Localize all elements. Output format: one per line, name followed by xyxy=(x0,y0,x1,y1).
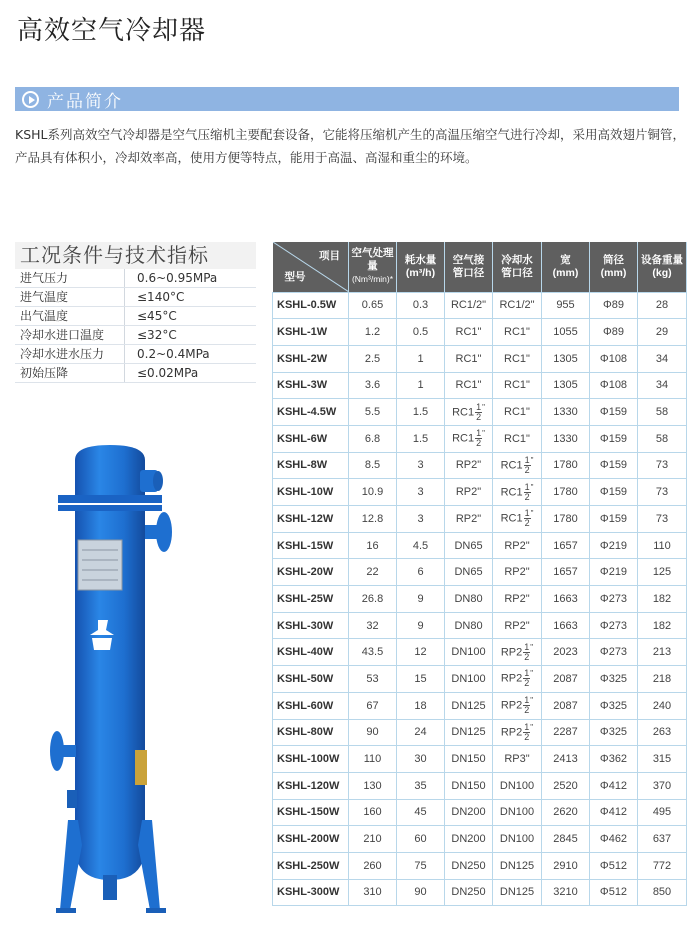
cell-water-consumption: 3 xyxy=(397,452,445,479)
cell-width: 955 xyxy=(542,292,590,319)
condition-value: ≤0.02MPa xyxy=(137,366,199,380)
table-row xyxy=(273,692,687,719)
cell-width: 2023 xyxy=(542,639,590,666)
cell-air-capacity: 67 xyxy=(349,692,397,719)
play-circle-icon xyxy=(22,91,39,108)
cell-weight: 34 xyxy=(638,345,687,372)
cell-air-capacity: 1.2 xyxy=(349,319,397,346)
cell-air-pipe: DN80 xyxy=(445,612,493,639)
condition-label: 冷却水进水压力 xyxy=(15,345,125,363)
cell-diameter: Φ362 xyxy=(590,746,638,773)
cell-model: KSHL-20W xyxy=(273,559,349,586)
condition-row xyxy=(15,345,256,364)
condition-row xyxy=(15,326,256,345)
cell-width: 1330 xyxy=(542,425,590,452)
table-row xyxy=(273,506,687,533)
cell-air-capacity: 12.8 xyxy=(349,506,397,533)
cell-weight: 495 xyxy=(638,799,687,826)
cell-diameter: Φ412 xyxy=(590,799,638,826)
cell-width: 1657 xyxy=(542,559,590,586)
cell-weight: 58 xyxy=(638,425,687,452)
table-row xyxy=(273,559,687,586)
cell-air-pipe: DN80 xyxy=(445,586,493,613)
cell-water-consumption: 60 xyxy=(397,826,445,853)
col-header-air-capacity: 空气处理量 (Nm³/min)* xyxy=(349,242,397,292)
cell-width: 2845 xyxy=(542,826,590,853)
cell-diameter: Φ108 xyxy=(590,345,638,372)
cell-model: KSHL-4.5W xyxy=(273,399,349,426)
corner-model-label: 型号 xyxy=(284,270,306,283)
cell-water-pipe: DN100 xyxy=(493,826,542,853)
cell-air-capacity: 22 xyxy=(349,559,397,586)
cell-water-pipe: RC1 $\frac{1}{2}$ " xyxy=(493,506,542,533)
cell-air-capacity: 2.5 xyxy=(349,345,397,372)
cell-air-capacity: 0.65 xyxy=(349,292,397,319)
cell-weight: 28 xyxy=(638,292,687,319)
condition-value: ≤45°C xyxy=(137,309,177,323)
cell-model: KSHL-6W xyxy=(273,425,349,452)
cell-water-consumption: 35 xyxy=(397,772,445,799)
cell-diameter: Φ159 xyxy=(590,506,638,533)
cell-weight: 34 xyxy=(638,372,687,399)
cell-air-pipe: RC1 $\frac{1}{2}$ " xyxy=(445,425,493,452)
cell-air-pipe: RC1" xyxy=(445,372,493,399)
table-row xyxy=(273,772,687,799)
cell-diameter: Φ462 xyxy=(590,826,638,853)
col-header-water-consumption: 耗水量 (m³/h) xyxy=(397,242,445,292)
cell-water-consumption: 6 xyxy=(397,559,445,586)
cell-diameter: Φ159 xyxy=(590,479,638,506)
cell-water-consumption: 9 xyxy=(397,586,445,613)
cell-water-pipe: RP2 $\frac{1}{2}$ " xyxy=(493,666,542,693)
cell-water-consumption: 24 xyxy=(397,719,445,746)
condition-value: ≤32°C xyxy=(137,328,177,342)
table-row xyxy=(273,666,687,693)
cell-model: KSHL-10W xyxy=(273,479,349,506)
corner-item-label: 项目 xyxy=(319,250,340,262)
cell-air-pipe: DN100 xyxy=(445,639,493,666)
table-row xyxy=(273,479,687,506)
cell-weight: 772 xyxy=(638,852,687,879)
table-row xyxy=(273,292,687,319)
cell-diameter: Φ159 xyxy=(590,452,638,479)
cell-water-pipe: RP2 $\frac{1}{2}$ " xyxy=(493,692,542,719)
condition-label: 出气温度 xyxy=(15,307,125,325)
cell-model: KSHL-8W xyxy=(273,452,349,479)
cell-width: 1055 xyxy=(542,319,590,346)
cell-air-pipe: RC1" xyxy=(445,319,493,346)
cell-model: KSHL-3W xyxy=(273,372,349,399)
section-title: 产品简介 xyxy=(47,91,123,112)
condition-value: ≤140°C xyxy=(137,290,185,304)
cell-width: 1663 xyxy=(542,612,590,639)
cell-diameter: Φ219 xyxy=(590,532,638,559)
cell-water-pipe: RC1" xyxy=(493,425,542,452)
cell-diameter: Φ325 xyxy=(590,719,638,746)
cell-water-consumption: 1.5 xyxy=(397,399,445,426)
col-header-air-pipe: 空气接 管口径 xyxy=(445,242,493,292)
condition-row xyxy=(15,269,256,288)
cell-model: KSHL-80W xyxy=(273,719,349,746)
condition-value: 0.6~0.95MPa xyxy=(137,271,218,285)
cell-width: 2087 xyxy=(542,692,590,719)
cell-width: 1780 xyxy=(542,506,590,533)
cell-air-capacity: 3.6 xyxy=(349,372,397,399)
cell-model: KSHL-30W xyxy=(273,612,349,639)
cell-air-pipe: DN250 xyxy=(445,879,493,906)
cell-air-pipe: DN150 xyxy=(445,772,493,799)
spec-table xyxy=(272,242,687,906)
cell-water-pipe: RC1 $\frac{1}{2}$ " xyxy=(493,479,542,506)
cell-air-capacity: 8.5 xyxy=(349,452,397,479)
cell-model: KSHL-150W xyxy=(273,799,349,826)
cell-model: KSHL-120W xyxy=(273,772,349,799)
condition-value: 0.2~0.4MPa xyxy=(137,347,210,361)
cell-model: KSHL-100W xyxy=(273,746,349,773)
cell-air-pipe: RP2" xyxy=(445,452,493,479)
cell-water-consumption: 4.5 xyxy=(397,532,445,559)
cell-width: 1780 xyxy=(542,479,590,506)
section-header-product-intro xyxy=(15,87,679,111)
cell-weight: 73 xyxy=(638,452,687,479)
cell-water-pipe: RC1 $\frac{1}{2}$ " xyxy=(493,452,542,479)
cell-water-consumption: 1 xyxy=(397,372,445,399)
cell-diameter: Φ159 xyxy=(590,399,638,426)
spec-header-row xyxy=(273,242,687,292)
air-cooler-illustration xyxy=(40,440,180,920)
cell-air-capacity: 6.8 xyxy=(349,425,397,452)
cell-water-pipe: RC1" xyxy=(493,345,542,372)
condition-label: 进气温度 xyxy=(15,288,125,306)
cell-width: 1330 xyxy=(542,399,590,426)
cell-diameter: Φ273 xyxy=(590,586,638,613)
cell-water-pipe: RC1" xyxy=(493,372,542,399)
cell-air-pipe: DN250 xyxy=(445,852,493,879)
table-row xyxy=(273,345,687,372)
cell-diameter: Φ108 xyxy=(590,372,638,399)
table-row xyxy=(273,586,687,613)
cell-weight: 58 xyxy=(638,399,687,426)
cell-water-pipe: RC1" xyxy=(493,399,542,426)
cell-water-pipe: RP2" xyxy=(493,586,542,613)
cell-water-consumption: 75 xyxy=(397,852,445,879)
cell-width: 2520 xyxy=(542,772,590,799)
cell-model: KSHL-60W xyxy=(273,692,349,719)
cell-air-capacity: 260 xyxy=(349,852,397,879)
cell-width: 1663 xyxy=(542,586,590,613)
cell-air-capacity: 210 xyxy=(349,826,397,853)
cell-weight: 263 xyxy=(638,719,687,746)
cell-width: 2413 xyxy=(542,746,590,773)
cell-model: KSHL-1W xyxy=(273,319,349,346)
cell-air-capacity: 160 xyxy=(349,799,397,826)
condition-label: 进气压力 xyxy=(15,269,125,287)
cell-weight: 182 xyxy=(638,612,687,639)
cell-water-pipe: RC1" xyxy=(493,319,542,346)
cell-air-pipe: RC1/2" xyxy=(445,292,493,319)
cell-model: KSHL-40W xyxy=(273,639,349,666)
cell-diameter: Φ89 xyxy=(590,319,638,346)
cell-weight: 213 xyxy=(638,639,687,666)
cell-model: KSHL-250W xyxy=(273,852,349,879)
cell-air-capacity: 43.5 xyxy=(349,639,397,666)
cell-air-capacity: 130 xyxy=(349,772,397,799)
table-row xyxy=(273,879,687,906)
cell-width: 2287 xyxy=(542,719,590,746)
col-header-width: 宽 (mm) xyxy=(542,242,590,292)
cell-diameter: Φ273 xyxy=(590,639,638,666)
cell-water-pipe: DN100 xyxy=(493,799,542,826)
cell-water-pipe: DN125 xyxy=(493,879,542,906)
table-row xyxy=(273,746,687,773)
intro-paragraph: KSHL系列高效空气冷却器是空气压缩机主要配套设备，它能将压缩机产生的高温压缩空气进行冷却，采用高效翅片铜管，产品具有体积小，冷却效率高，使用方便等特点，能用于高温、高湿和重尘的环境。 xyxy=(15,127,685,165)
condition-row xyxy=(15,364,256,383)
cell-water-pipe: RC1/2" xyxy=(493,292,542,319)
cell-diameter: Φ412 xyxy=(590,772,638,799)
cell-diameter: Φ219 xyxy=(590,559,638,586)
cell-water-consumption: 90 xyxy=(397,879,445,906)
cell-water-pipe: RP2" xyxy=(493,532,542,559)
cell-water-consumption: 15 xyxy=(397,666,445,693)
cell-air-pipe: DN125 xyxy=(445,692,493,719)
cell-air-pipe: DN200 xyxy=(445,799,493,826)
cell-air-capacity: 310 xyxy=(349,879,397,906)
cell-width: 2087 xyxy=(542,666,590,693)
cell-model: KSHL-25W xyxy=(273,586,349,613)
cell-water-consumption: 9 xyxy=(397,612,445,639)
cell-water-consumption: 3 xyxy=(397,506,445,533)
cell-water-pipe: RP2" xyxy=(493,559,542,586)
cell-width: 1305 xyxy=(542,345,590,372)
cell-diameter: Φ273 xyxy=(590,612,638,639)
cell-air-pipe: RC1 $\frac{1}{2}$ " xyxy=(445,399,493,426)
cell-width: 1657 xyxy=(542,532,590,559)
cell-water-consumption: 1.5 xyxy=(397,425,445,452)
cell-air-capacity: 5.5 xyxy=(349,399,397,426)
cell-air-capacity: 26.8 xyxy=(349,586,397,613)
table-row xyxy=(273,612,687,639)
cell-water-pipe: DN100 xyxy=(493,772,542,799)
cell-air-capacity: 16 xyxy=(349,532,397,559)
cell-air-pipe: RP2" xyxy=(445,479,493,506)
cell-air-pipe: DN100 xyxy=(445,666,493,693)
cell-width: 2620 xyxy=(542,799,590,826)
cell-air-pipe: DN65 xyxy=(445,532,493,559)
condition-label: 初始压降 xyxy=(15,364,125,382)
cell-water-consumption: 0.3 xyxy=(397,292,445,319)
cell-water-consumption: 45 xyxy=(397,799,445,826)
cell-model: KSHL-300W xyxy=(273,879,349,906)
cell-weight: 73 xyxy=(638,506,687,533)
cell-diameter: Φ325 xyxy=(590,666,638,693)
cell-air-pipe: DN200 xyxy=(445,826,493,853)
cell-water-consumption: 1 xyxy=(397,345,445,372)
cell-weight: 370 xyxy=(638,772,687,799)
cell-air-capacity: 53 xyxy=(349,666,397,693)
cell-air-capacity: 90 xyxy=(349,719,397,746)
cell-width: 3210 xyxy=(542,879,590,906)
table-row xyxy=(273,799,687,826)
cell-air-capacity: 32 xyxy=(349,612,397,639)
cell-model: KSHL-2W xyxy=(273,345,349,372)
cell-air-pipe: DN150 xyxy=(445,746,493,773)
cell-model: KSHL-50W xyxy=(273,666,349,693)
table-row xyxy=(273,319,687,346)
cell-air-capacity: 10.9 xyxy=(349,479,397,506)
cell-water-pipe: RP2" xyxy=(493,612,542,639)
cell-weight: 110 xyxy=(638,532,687,559)
cell-width: 2910 xyxy=(542,852,590,879)
condition-row xyxy=(15,288,256,307)
table-row xyxy=(273,532,687,559)
cell-width: 1780 xyxy=(542,452,590,479)
cell-water-consumption: 30 xyxy=(397,746,445,773)
cell-weight: 637 xyxy=(638,826,687,853)
cell-weight: 315 xyxy=(638,746,687,773)
condition-row xyxy=(15,307,256,326)
table-row xyxy=(273,372,687,399)
condition-label: 冷却水进口温度 xyxy=(15,326,125,344)
cell-weight: 73 xyxy=(638,479,687,506)
cell-air-pipe: RP2" xyxy=(445,506,493,533)
cell-water-pipe: DN125 xyxy=(493,852,542,879)
cell-weight: 240 xyxy=(638,692,687,719)
cell-diameter: Φ512 xyxy=(590,879,638,906)
cell-water-pipe: RP2 $\frac{1}{2}$ " xyxy=(493,639,542,666)
cell-water-pipe: RP2 $\frac{1}{2}$ " xyxy=(493,719,542,746)
page-title: 高效空气冷却器 xyxy=(17,16,207,46)
cell-diameter: Φ159 xyxy=(590,425,638,452)
table-row xyxy=(273,719,687,746)
table-row xyxy=(273,826,687,853)
cell-model: KSHL-200W xyxy=(273,826,349,853)
col-header-weight: 设备重量 (kg) xyxy=(638,242,687,292)
product-image xyxy=(40,440,180,920)
col-header-water-pipe: 冷却水 管口径 xyxy=(493,242,542,292)
cell-air-pipe: DN125 xyxy=(445,719,493,746)
cell-weight: 182 xyxy=(638,586,687,613)
table-row xyxy=(273,639,687,666)
conditions-title: 工况条件与技术指标 xyxy=(15,242,256,269)
cell-air-pipe: RC1" xyxy=(445,345,493,372)
cell-water-pipe: RP3" xyxy=(493,746,542,773)
table-row xyxy=(273,399,687,426)
table-row xyxy=(273,852,687,879)
cell-weight: 218 xyxy=(638,666,687,693)
cell-model: KSHL-12W xyxy=(273,506,349,533)
cell-air-capacity: 110 xyxy=(349,746,397,773)
cell-width: 1305 xyxy=(542,372,590,399)
col-header-diameter: 筒径 (mm) xyxy=(590,242,638,292)
cell-diameter: Φ325 xyxy=(590,692,638,719)
cell-water-consumption: 12 xyxy=(397,639,445,666)
table-row xyxy=(273,452,687,479)
cell-weight: 850 xyxy=(638,879,687,906)
cell-weight: 29 xyxy=(638,319,687,346)
conditions-table xyxy=(15,242,256,383)
cell-model: KSHL-15W xyxy=(273,532,349,559)
cell-water-consumption: 3 xyxy=(397,479,445,506)
corner-header xyxy=(273,242,349,292)
cell-weight: 125 xyxy=(638,559,687,586)
table-row xyxy=(273,425,687,452)
cell-model: KSHL-0.5W xyxy=(273,292,349,319)
cell-water-consumption: 18 xyxy=(397,692,445,719)
cell-diameter: Φ89 xyxy=(590,292,638,319)
cell-water-consumption: 0.5 xyxy=(397,319,445,346)
cell-air-pipe: DN65 xyxy=(445,559,493,586)
cell-diameter: Φ512 xyxy=(590,852,638,879)
